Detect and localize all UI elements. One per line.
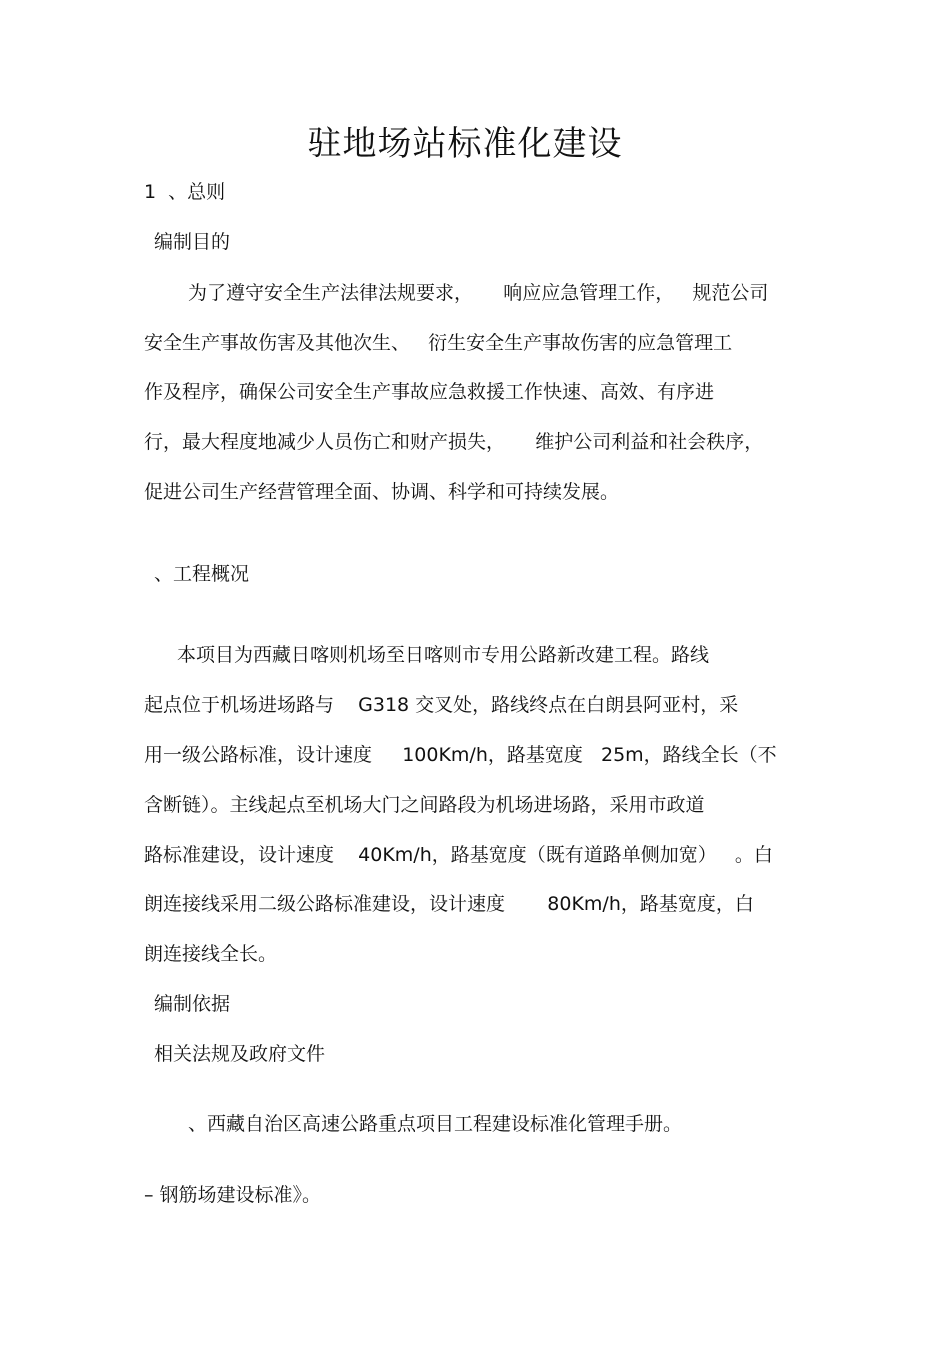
- purpose-line-1: 为了遵守安全生产法律法规要求， 响应应急管理工作， 规范公司: [188, 282, 769, 304]
- purpose-line-3: 作及程序，确保公司安全生产事故应急救援工作快速、高效、有序进: [144, 381, 715, 403]
- overview-line-7: 朗连接线全长。: [144, 943, 278, 965]
- overview-line-5: 路标准建设，设计速度 40Km/h，路基宽度（既有道路单侧加宽） 。白: [144, 844, 773, 866]
- overview-heading: 、工程概况: [154, 563, 250, 585]
- overview-line-6: 朗连接线采用二级公路标准建设，设计速度 80Km/h，路基宽度，白: [144, 893, 754, 915]
- laws-heading: 相关法规及政府文件: [154, 1043, 326, 1065]
- laws-list-item: – 钢筋场建设标准》。: [144, 1184, 322, 1206]
- purpose-line-2: 安全生产事故伤害及其他次生、 衍生安全生产事故伤害的应急管理工: [144, 332, 733, 354]
- laws-list-item: 、西藏自治区高速公路重点项目工程建设标准化管理手册。: [188, 1113, 683, 1135]
- overview-line-4: 含断链）。主线起点至机场大门之间路段为机场进场路，采用市政道: [144, 794, 705, 816]
- purpose-line-4: 行，最大程度地减少人员伤亡和财产损失， 维护公司利益和社会秩序，: [144, 431, 764, 453]
- overview-line-3: 用一级公路标准，设计速度 100Km/h，路基宽度 25m，路线全长（不: [144, 744, 777, 766]
- basis-heading: 编制依据: [154, 993, 231, 1015]
- purpose-heading: 编制目的: [154, 231, 231, 253]
- purpose-line-5: 促进公司生产经营管理全面、协调、科学和可持续发展。: [144, 481, 620, 503]
- overview-line-1: 本项目为西藏日喀则机场至日喀则市专用公路新改建工程。路线: [177, 644, 710, 666]
- overview-line-2: 起点位于机场进场路与 G318 交叉处，路线终点在白朗县阿亚村，采: [144, 694, 739, 716]
- document-title: 驻地场站标准化建设: [307, 124, 623, 164]
- section-heading-general: 1 、总则: [144, 181, 226, 203]
